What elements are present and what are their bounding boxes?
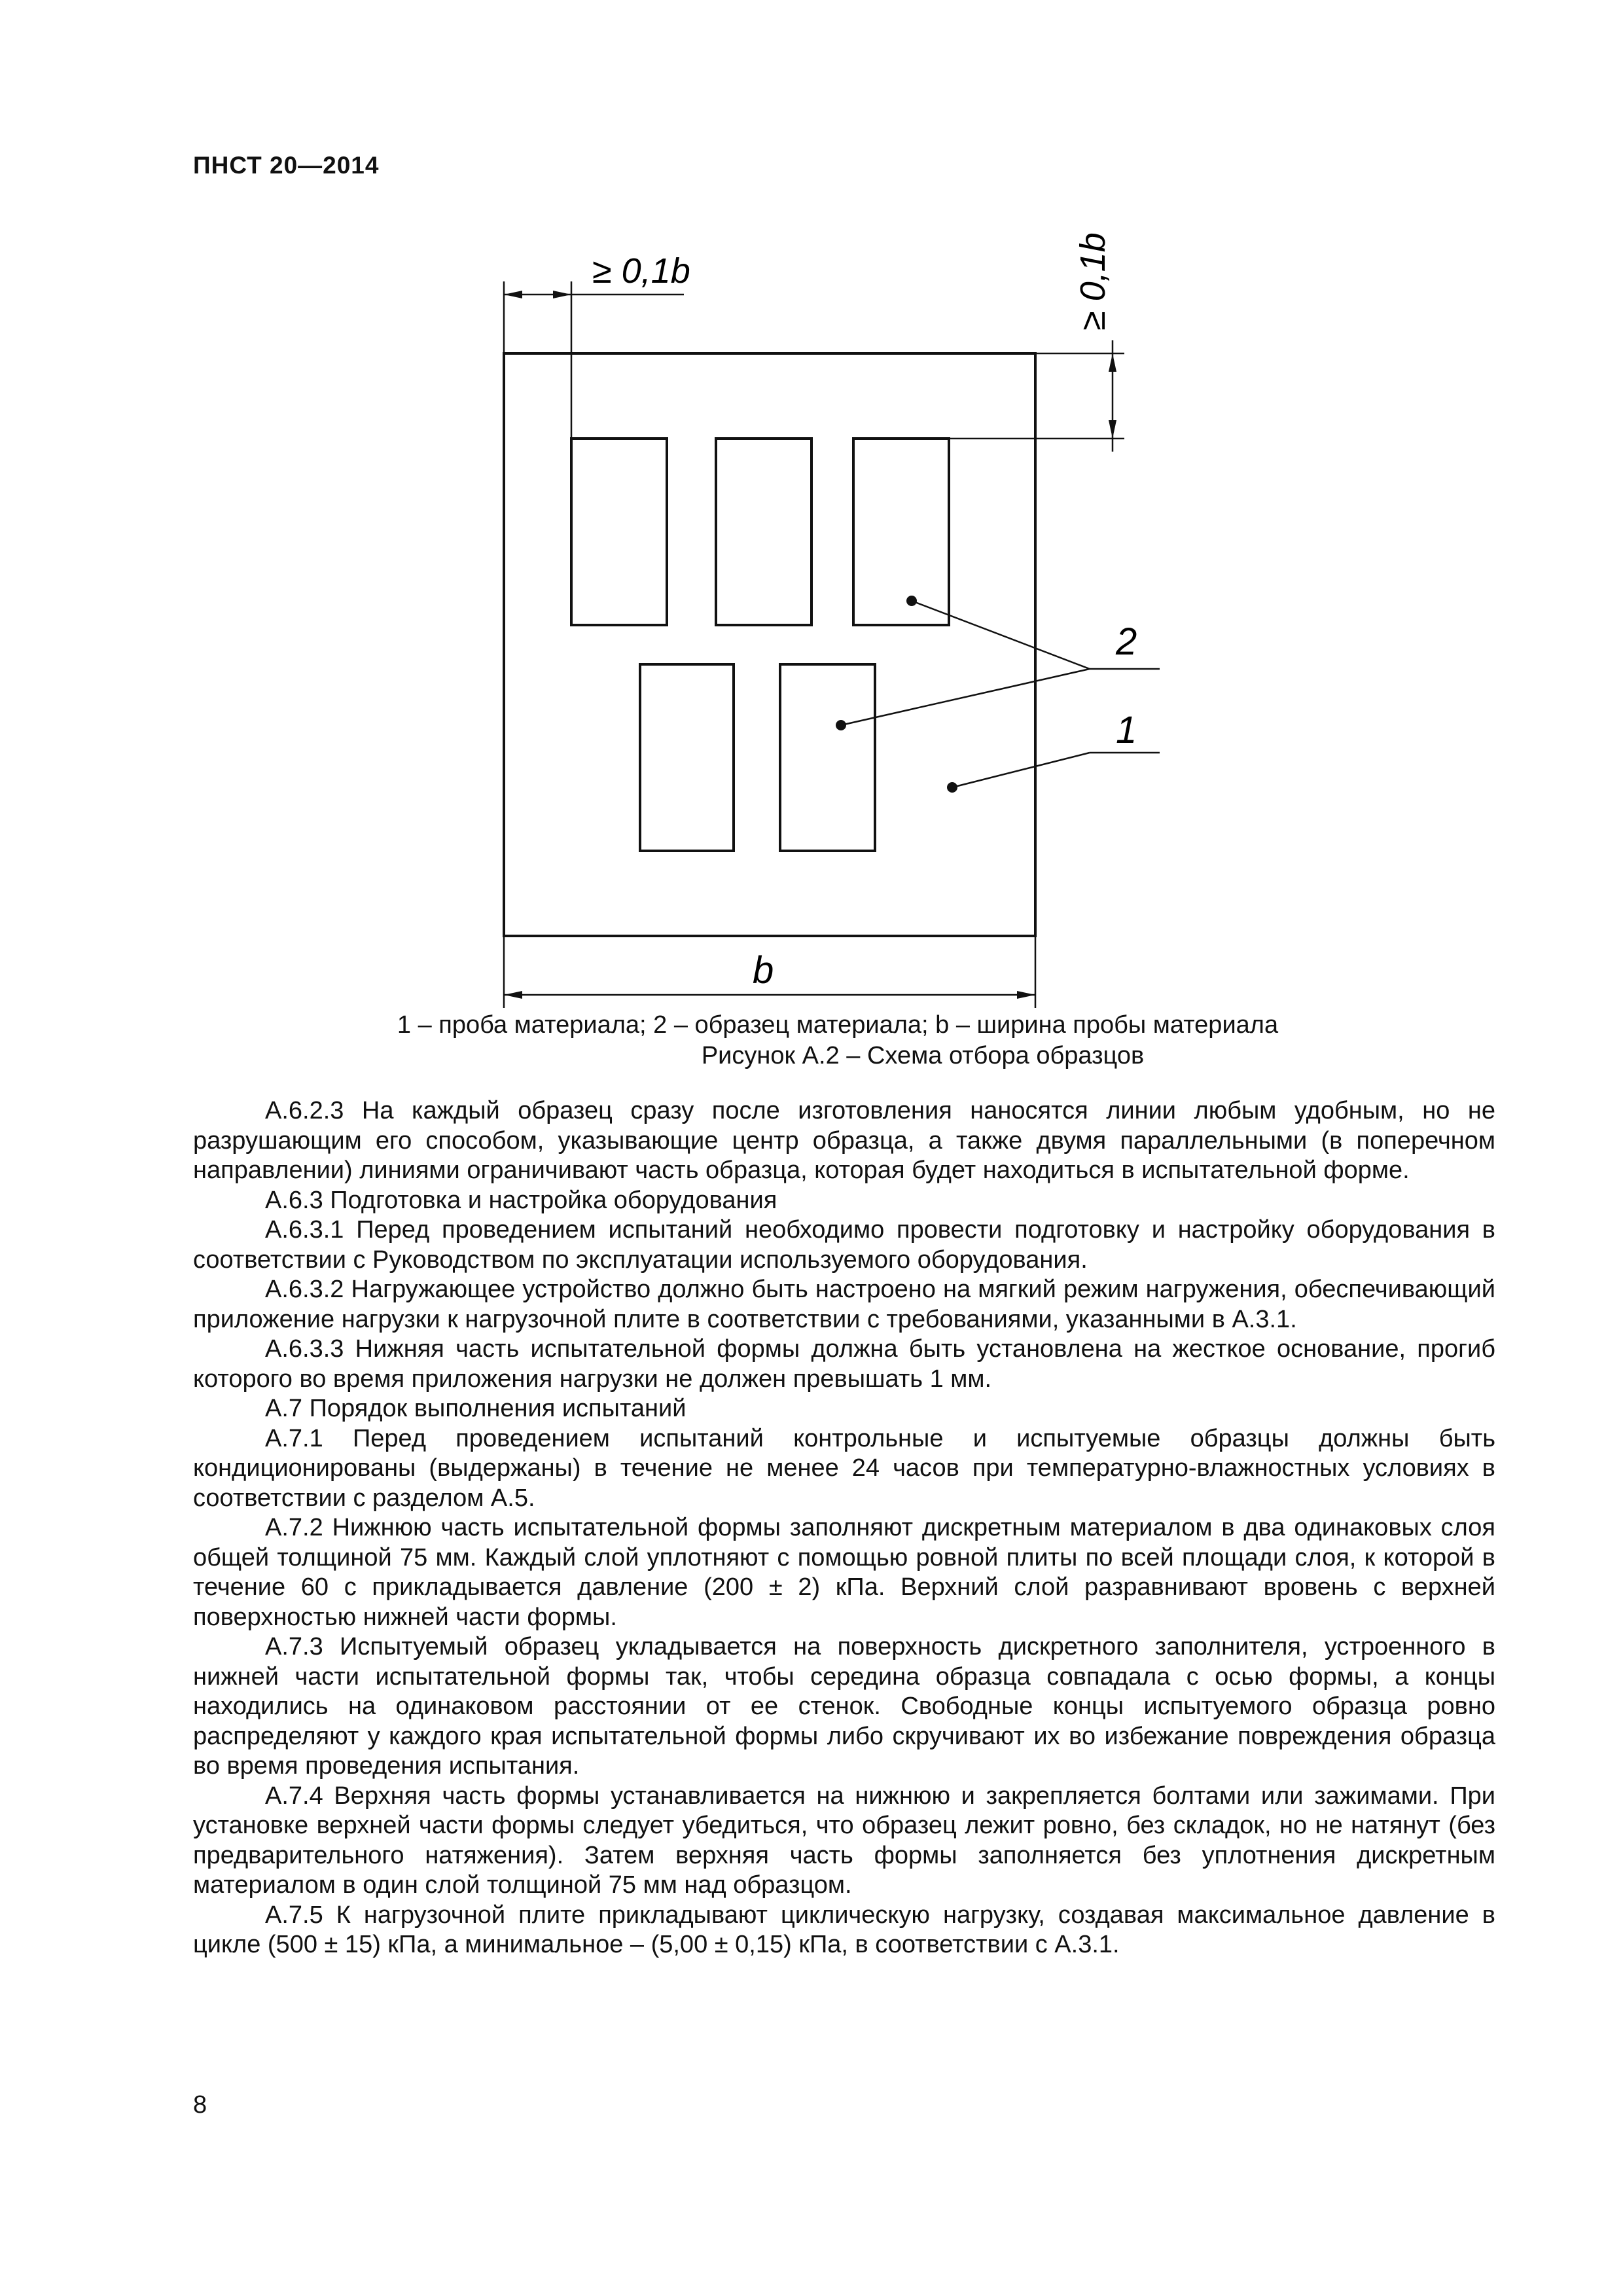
- paragraph: А.6.2.3 На каждый образец сразу после изготовления наносятся линии любым удобным, но не разрушающим его способом, указывающие центр образца, а также двумя параллельными (в поперечном направлении) линиями ограничивают часть образца, которая будет находиться в испытательной форме.: [193, 1097, 1495, 1184]
- dot-probe: [947, 782, 957, 793]
- section-heading: А.6.3 Подготовка и настройка оборудования: [265, 1186, 777, 1214]
- figure-title: Рисунок А.2 – Схема отбора образцов: [701, 1042, 1145, 1069]
- paragraph: А.7.5 К нагрузочной плите прикладывают циклическую нагрузку, создавая максимальное давление в цикле (500 ± 15) кПа, а минимальное – (5,00 ± 0,15) кПа, в соответствии с А.3.1.: [193, 1901, 1495, 1958]
- dim-top-label: ≥ 0,1b: [592, 251, 690, 291]
- specimen-5: [780, 664, 875, 851]
- section-heading: А.7 Порядок выполнения испытаний: [265, 1395, 687, 1422]
- specimen-3: [853, 439, 949, 625]
- specimen-4: [640, 664, 734, 851]
- leader-2b: [841, 669, 1090, 725]
- paragraph: А.7.4 Верхняя часть формы устанавливается на нижнюю и закрепляется болтами или зажимами. При установке верхней части формы следует убедиться, что образец лежит ровно, без складок, но не натянут (без предварительного натяжения). Затем верхняя часть формы заполняется без уплотнения дискретным материалом в один слой толщиной 75 мм над образцом.: [193, 1782, 1495, 1899]
- dim-side-label: ≥ 0,1b: [1073, 232, 1113, 331]
- dot-specimen-3: [906, 596, 917, 606]
- document-header: ПНСТ 20—2014: [193, 152, 380, 179]
- paragraph: А.7.2 Нижнюю часть испытательной формы заполняют дискретным материалом в два одинаковых слоя общей толщиной 75 мм. Каждый слой уплотняют с помощью ровной плиты по всей площади слоя, к которой в течение 60 с прикладывается давление (200 ± 2) кПа. Верхний слой разравнивают вровень с верхней поверхностью нижней части формы.: [193, 1514, 1495, 1631]
- dim-bottom-label: b: [753, 949, 774, 992]
- leader-1: [952, 753, 1090, 787]
- sampling-diagram: [0, 0, 1623, 1021]
- callout-1: 1: [1116, 709, 1137, 751]
- specimen-1: [571, 439, 667, 625]
- specimen-2: [716, 439, 812, 625]
- paragraph: А.6.3.2 Нагружающее устройство должно быть настроено на мягкий режим нагружения, обеспечивающий приложение нагрузки к нагрузочной плите в соответствии с требованиями, указанными в А.3.1.: [193, 1276, 1495, 1333]
- paragraph: А.7.1 Перед проведением испытаний контрольные и испытуемые образцы должны быть кондиционированы (выдержаны) в течение не менее 24 часов при температурно-влажностных условиях в соответствии с разделом А.5.: [193, 1424, 1495, 1512]
- figure-legend: 1 – проба материала; 2 – образец материала; b – ширина пробы материала: [397, 1011, 1279, 1039]
- paragraph: А.6.3.3 Нижняя часть испытательной формы должна быть установлена на жесткое основание, прогиб которого во время приложения нагрузки не должен превышать 1 мм.: [193, 1335, 1495, 1393]
- dot-specimen-5: [836, 720, 846, 730]
- callout-2: 2: [1116, 620, 1137, 663]
- material-probe: [504, 353, 1035, 936]
- page-number: 8: [193, 2091, 207, 2119]
- body-text: [193, 1096, 1495, 1960]
- leader-2a: [912, 601, 1090, 669]
- paragraph: А.6.3.1 Перед проведением испытаний необходимо провести подготовку и настройку оборудования в соответствии с Руководством по эксплуатации используемого оборудования.: [193, 1216, 1495, 1274]
- paragraph: А.7.3 Испытуемый образец укладывается на поверхность дискретного заполнителя, устроенного в нижней части испытательной формы так, чтобы середина образца совпадала с осью формы, а концы находились на одинаковом расстоянии от ее стенок. Свободные концы испытуемого образца ровно распределяют у каждого края испытательной формы либо скручивают их во избежание повреждения образца во время проведения испытания.: [193, 1633, 1495, 1780]
